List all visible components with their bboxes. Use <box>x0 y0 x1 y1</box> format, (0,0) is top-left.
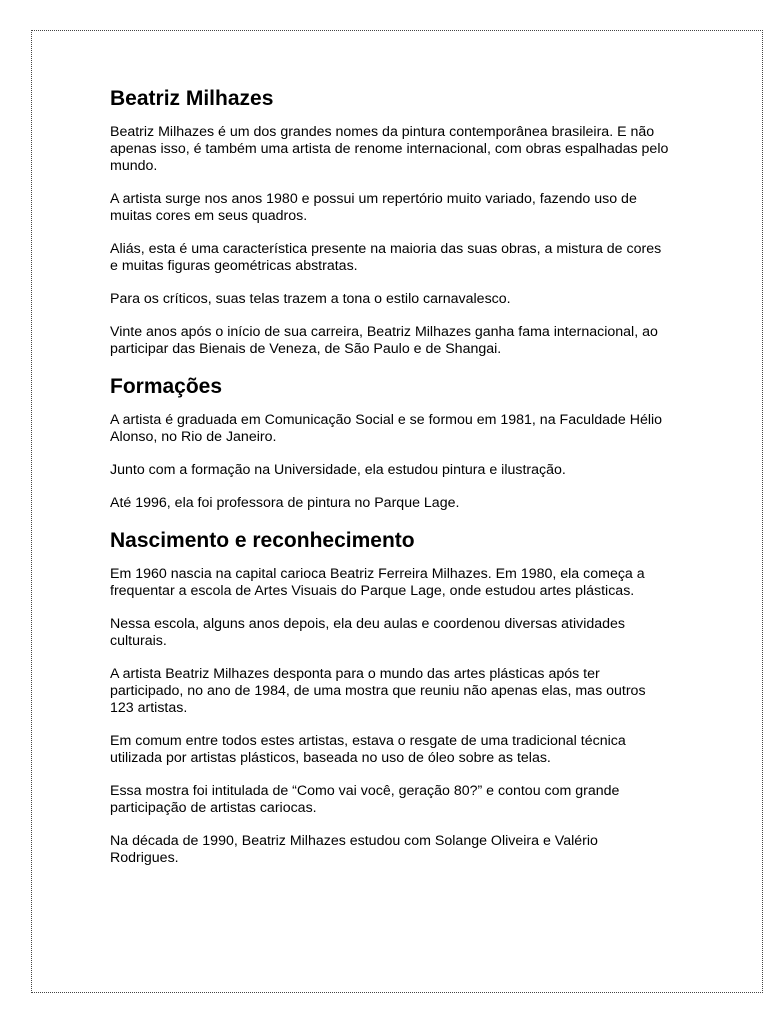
document-body <box>110 86 670 883</box>
paragraph: Vinte anos após o início de sua carreira, Beatriz Milhazes ganha fama internacional, ao participar das Bienais de Veneza, de São Paulo e de Shangai. <box>110 324 658 357</box>
section-heading: Nascimento e reconhecimento <box>110 529 415 552</box>
paragraph: A artista Beatriz Milhazes desponta para o mundo das artes plásticas após ter participado, no ano de 1984, de uma mostra que reuniu não apenas elas, mas outros 123 artistas. <box>110 666 646 716</box>
section-heading: Formações <box>110 375 223 398</box>
paragraph: Em comum entre todos estes artistas, estava o resgate de uma tradicional técnica utilizada por artistas plásticos, baseada no uso de óleo sobre as telas. <box>110 733 626 766</box>
paragraph: Na década de 1990, Beatriz Milhazes estudou com Solange Oliveira e Valério Rodrigues. <box>110 833 598 866</box>
paragraph: A artista surge nos anos 1980 e possui um repertório muito variado, fazendo uso de muitas cores em seus quadros. <box>110 191 637 224</box>
paragraph: A artista é graduada em Comunicação Social e se formou em 1981, na Faculdade Hélio Alonso, no Rio de Janeiro. <box>110 412 663 445</box>
paragraph: Nessa escola, alguns anos depois, ela deu aulas e coordenou diversas atividades culturais. <box>110 616 626 649</box>
intro-section <box>110 124 670 358</box>
section-nascimento <box>110 528 670 867</box>
paragraph: Até 1996, ela foi professora de pintura no Parque Lage. <box>110 495 460 511</box>
document-title: Beatriz Milhazes <box>110 87 274 110</box>
paragraph: Em 1960 nascia na capital carioca Beatriz Ferreira Milhazes. Em 1980, ela começa a frequentar a escola de Artes Visuais do Parque Lage, onde estudou artes plásticas. <box>110 566 645 599</box>
paragraph: Junto com a formação na Universidade, ela estudou pintura e ilustração. <box>110 462 566 478</box>
paragraph: Para os críticos, suas telas trazem a tona o estilo carnavalesco. <box>110 291 511 307</box>
paragraph: Beatriz Milhazes é um dos grandes nomes da pintura contemporânea brasileira. E não apenas isso, é também uma artista de renome internacional, com obras espalhadas pelo mundo. <box>110 124 669 174</box>
paragraph: Essa mostra foi intitulada de “Como vai você, geração 80?” e contou com grande participação de artistas cariocas. <box>110 783 620 816</box>
paragraph: Aliás, esta é uma característica presente na maioria das suas obras, a mistura de cores e muitas figuras geométricas abstratas. <box>110 241 662 274</box>
section-formacoes <box>110 374 670 512</box>
